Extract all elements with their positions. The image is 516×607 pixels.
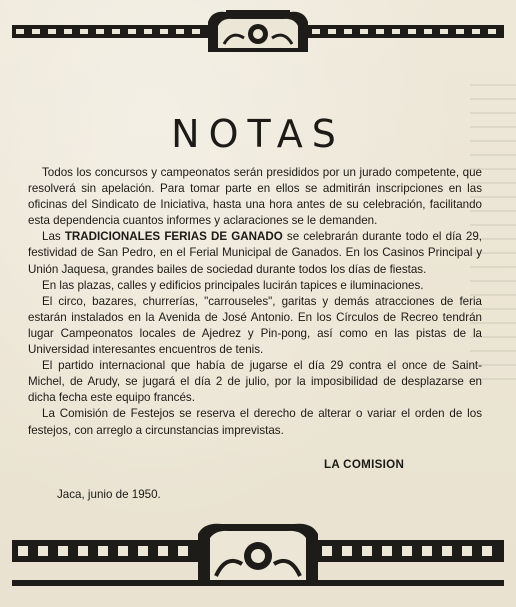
top-ornamental-border: [12, 8, 504, 54]
text-segment: Todos los concursos y campeonatos serán presididos por un jurado competente, que resolverá sin apelación. Para tomar parte en ellos se admitirán inscripciones en las oficinas del Sindicato de Iniciativa, hasta una hora antes de su celebración, facilitando esta dependencia cuantos informes y aclaraciones se le demanden.: [28, 166, 482, 228]
paragraph-1: [28, 165, 482, 229]
ornament-frieze-icon: [12, 8, 504, 54]
paragraph-3: [28, 278, 482, 294]
ornament-frieze-icon: [12, 520, 504, 590]
text-segment: Las: [42, 230, 65, 244]
text-segment: En las plazas, calles y edificios principales lucirán tapices e iluminaciones.: [42, 278, 424, 292]
text-segment: se celebrarán durante todo el día 29, festividad de San Pedro, en el Ferial Municipal de Ganados. En los Casinos Principal y Unión Jaquesa, grandes bailes de sociedad durante todos los días de fiestas.: [28, 230, 483, 276]
paragraph-2: [28, 229, 482, 277]
signature: LA COMISION: [324, 458, 405, 471]
paragraph-6: [28, 406, 482, 438]
text-segment: El partido internacional que había de jugarse el día 29 contra el once de Saint-Michel, de Arudy, se jugará el día 2 de julio, por la imposibilidad de desplazarse en dicha fecha este equipo francés.: [28, 359, 482, 405]
page-title: NOTAS: [171, 112, 345, 156]
text-segment: El circo, bazares, churrerías, "carrouseles", garitas y demás atracciones de feria estarán instalados en la Avenida de José Antonio. En los Círculos de Recreo tendrán lugar Campeonatos locales de Ajedrez y Pin-pong, así como en las pistas de la Universidad interesantes encuentros de tenis.: [28, 294, 482, 357]
bottom-ornamental-border: [12, 520, 504, 590]
text-segment: La Comisión de Festejos se reserva el derecho de alterar o variar el orden de los festejos, con arreglo a circunstancias imprevistas.: [28, 407, 482, 437]
paragraph-5: [28, 358, 482, 406]
date-line: Jaca, junio de 1950.: [57, 488, 161, 501]
bold-text-segment: TRADICIONALES FERIAS DE GANADO: [64, 230, 283, 244]
notes-body: [28, 165, 482, 439]
paragraph-4: [28, 294, 482, 358]
